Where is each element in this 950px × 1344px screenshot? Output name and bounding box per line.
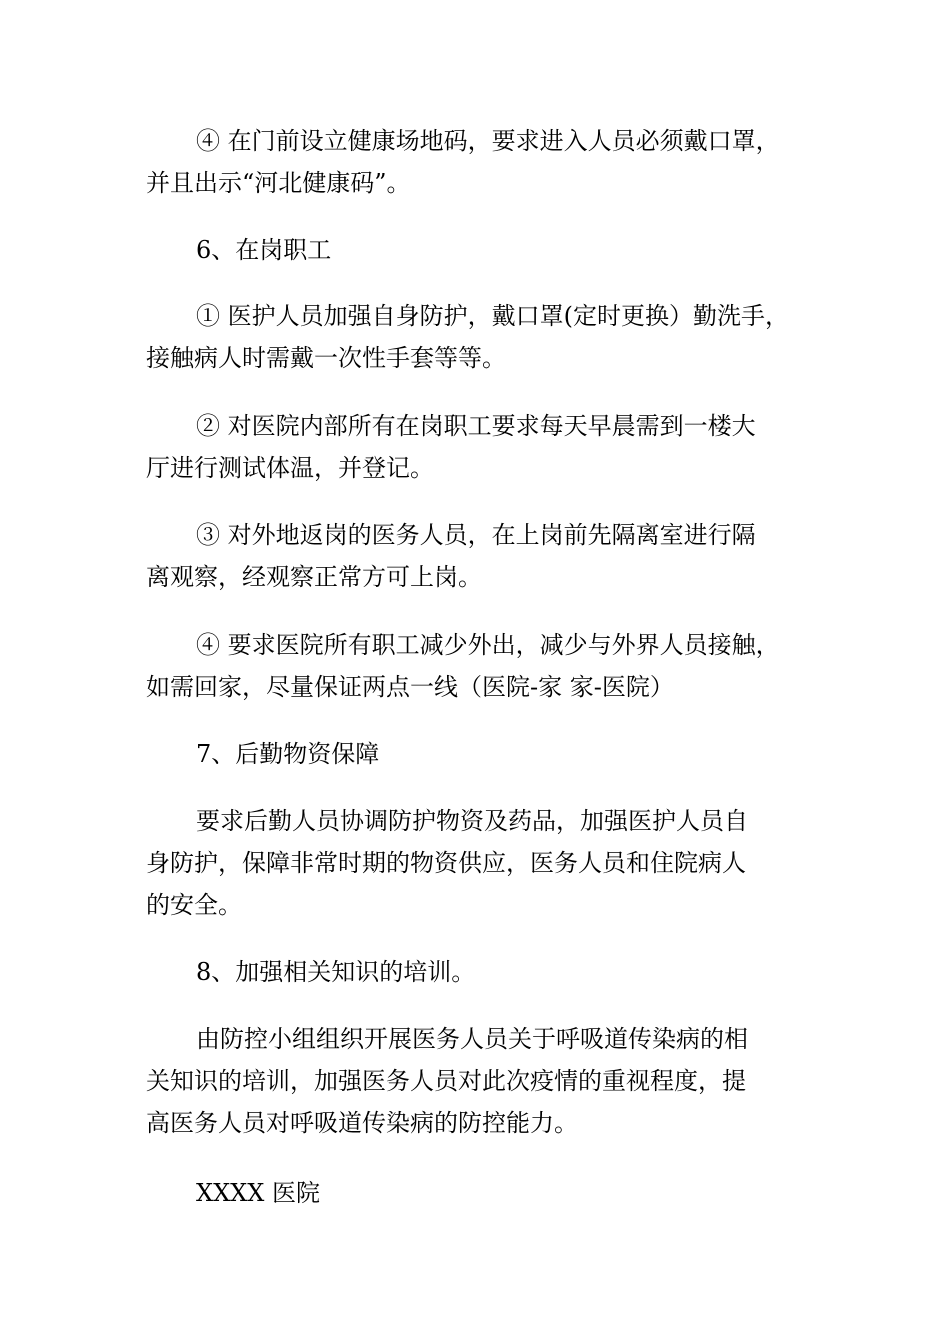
text-line: 8、加强相关知识的培训。 [196,958,476,986]
text-line: 高医务人员对呼吸道传染病的防控能力。 [146,1109,578,1137]
paragraph-reduce-outings [146,624,806,708]
text-line: 并且出示“河北健康码”。 [146,169,411,197]
text-line: 的安全。 [146,891,242,919]
text-line: 厅进行测试体温，并登记。 [146,454,434,482]
text-line: 由防控小组组织开展医务人员关于呼吸道传染病的相 [196,1025,748,1053]
text-line: ④ 在门前设立健康场地码，要求进入人员必须戴口罩， [196,127,780,155]
paragraph-temperature-check [146,405,806,489]
paragraph-returning-staff [146,514,806,598]
signature-hospital-name [146,1172,806,1214]
text-line: 6、在岗职工 [196,236,332,264]
text-line: ② 对医院内部所有在岗职工要求每天早晨需到一楼大 [196,412,756,440]
section-heading-logistics [146,733,806,775]
section-heading-staff [146,229,806,271]
text-line: 7、后勤物资保障 [196,740,380,768]
text-line: 如需回家，尽量保证两点一线（医院-家 家-医院） [146,673,674,701]
text-line: ③ 对外地返岗的医务人员，在上岗前先隔离室进行隔 [196,521,756,549]
text-line: 要求后勤人员协调防护物资及药品，加强医护人员自 [196,807,748,835]
text-line: 关知识的培训，加强医务人员对此次疫情的重视程度，提 [146,1067,746,1095]
text-line: ① 医护人员加强自身防护，戴口罩(定时更换）勤洗手， [196,302,789,330]
text-line: 离观察，经观察正常方可上岗。 [146,563,482,591]
paragraph-logistics [146,800,806,926]
paragraph-staff-protection [146,295,806,379]
paragraph-entry-health-code [146,120,806,204]
paragraph-training [146,1018,806,1144]
section-heading-training [146,951,806,993]
text-line: ④ 要求医院所有职工减少外出，减少与外界人员接触， [196,631,780,659]
text-line: XXXX 医院 [196,1179,320,1207]
text-line: 接触病人时需戴一次性手套等等。 [146,344,506,372]
text-line: 身防护，保障非常时期的物资供应，医务人员和住院病人 [146,849,746,877]
